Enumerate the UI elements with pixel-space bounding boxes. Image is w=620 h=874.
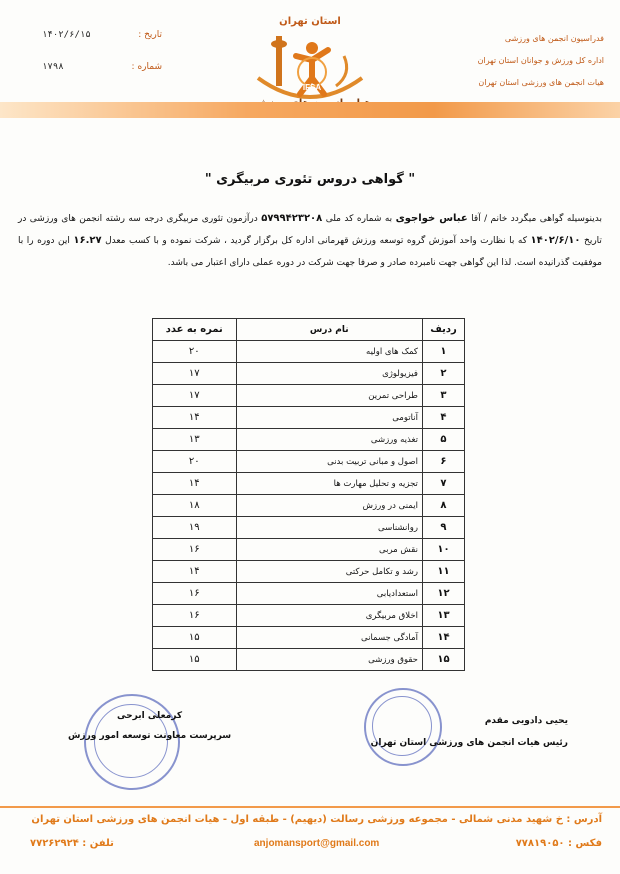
table-row bbox=[153, 561, 465, 583]
course-name: آمادگی جسمانی bbox=[236, 627, 422, 649]
signature-right bbox=[371, 710, 568, 754]
header-organization-lines bbox=[454, 28, 604, 94]
line2-pre: سه رشته انجمن های ورزشی در تاریخ bbox=[18, 214, 602, 246]
course-name: فیزیولوژی bbox=[236, 363, 422, 385]
footer-address: آدرس : خ شهید مدنی شمالی - مجموعه ورزشی رسالت (دیهیم) - طبقه اول - هیات انجمن های ورزشی استان تهران bbox=[31, 814, 602, 825]
row-number: ۴ bbox=[422, 407, 464, 429]
line1-mid: به شماره کد ملی bbox=[325, 214, 393, 224]
row-number: ۶ bbox=[422, 451, 464, 473]
logo-text: IFSA bbox=[302, 83, 322, 92]
date-label: تاریخ : bbox=[138, 30, 162, 40]
course-name: آناتومی bbox=[236, 407, 422, 429]
row-number: ۹ bbox=[422, 517, 464, 539]
org-line-2: اداره کل ورزش و جوانان استان تهران bbox=[477, 56, 604, 65]
course-grade: ۱۴ bbox=[153, 561, 237, 583]
course-name: استعدادیابی bbox=[236, 583, 422, 605]
course-name: روانشناسی bbox=[236, 517, 422, 539]
ifsa-logo bbox=[240, 16, 380, 116]
table-row bbox=[153, 385, 465, 407]
course-name: کمک های اولیه bbox=[236, 341, 422, 363]
average-score: ۱۶.۲۷ bbox=[73, 235, 102, 246]
exam-date: ۱۴۰۲/۶/۱۰ bbox=[530, 235, 581, 246]
table-row bbox=[153, 649, 465, 671]
footer-contacts bbox=[0, 838, 620, 858]
course-grade: ۱۴ bbox=[153, 473, 237, 495]
table-row bbox=[153, 627, 465, 649]
course-grade: ۲۰ bbox=[153, 451, 237, 473]
course-grade: ۱۵ bbox=[153, 649, 237, 671]
number-value: ۱۷۹۸ bbox=[42, 62, 64, 72]
holder-name: عباس خواجوی bbox=[395, 213, 468, 224]
org-line-3: هیات انجمن های ورزشی استان تهران bbox=[478, 78, 604, 87]
certificate-title: " گواهی دروس تئوری مربیگری " bbox=[204, 172, 416, 187]
course-name: اصول و مبانی تربیت بدنی bbox=[236, 451, 422, 473]
line1-post: درآزمون تئوری مربیگری درجه bbox=[144, 214, 258, 224]
org-line-1: فدراسیون انجمن های ورزشی bbox=[504, 34, 604, 43]
row-number: ۱۲ bbox=[422, 583, 464, 605]
course-name: نقش مربی bbox=[236, 539, 422, 561]
signer-right-title: رئیس هیات انجمن های ورزشی استان تهران bbox=[370, 738, 568, 748]
logo-title: استان تهران bbox=[279, 16, 341, 27]
line1-pre: بدینوسیله گواهی میگردد خانم / آقا bbox=[471, 214, 602, 224]
signer-left-title: سرپرست معاونت توسعه امور ورزش bbox=[68, 731, 232, 741]
signer-right-name: یحیی دادویی مقدم bbox=[484, 716, 568, 726]
course-grade: ۱۸ bbox=[153, 495, 237, 517]
table-row bbox=[153, 451, 465, 473]
course-name: اخلاق مربیگری bbox=[236, 605, 422, 627]
course-name: طراحی تمرین bbox=[236, 385, 422, 407]
table-row bbox=[153, 495, 465, 517]
header-course-name: نام درس bbox=[236, 319, 422, 341]
course-grade: ۱۶ bbox=[153, 583, 237, 605]
line4: صادر و صرفا جهت شرکت در دوره عملی دارای اعتبار می باشد. bbox=[167, 258, 407, 268]
certificate-body bbox=[18, 208, 602, 274]
table-row bbox=[153, 407, 465, 429]
number-row bbox=[42, 62, 162, 94]
course-grade: ۱۹ bbox=[153, 517, 237, 539]
header-row-number: ردیف bbox=[422, 319, 464, 341]
table-row bbox=[153, 583, 465, 605]
row-number: ۱۳ bbox=[422, 605, 464, 627]
header-band bbox=[0, 102, 620, 118]
course-name: حقوق ورزشی bbox=[236, 649, 422, 671]
course-grade: ۱۷ bbox=[153, 385, 237, 407]
course-grade: ۱۴ bbox=[153, 407, 237, 429]
row-number: ۲ bbox=[422, 363, 464, 385]
line3-post: این دوره را با موفقیت گذرانیده است. لذا این گواهی جهت نامبرده bbox=[18, 236, 602, 268]
table-row bbox=[153, 341, 465, 363]
signature-left bbox=[68, 706, 231, 746]
signer-left-name: کرمعلی ابرحی bbox=[117, 711, 183, 721]
header-meta bbox=[42, 30, 162, 94]
table-row bbox=[153, 363, 465, 385]
course-grade: ۱۷ bbox=[153, 363, 237, 385]
grades-table bbox=[152, 318, 465, 671]
row-number: ۱ bbox=[422, 341, 464, 363]
footer-divider bbox=[0, 806, 620, 808]
line3-pre: برگزار گردید ، شرکت نموده و با کسب معدل bbox=[105, 236, 278, 246]
row-number: ۱۱ bbox=[422, 561, 464, 583]
course-grade: ۱۳ bbox=[153, 429, 237, 451]
row-number: ۱۰ bbox=[422, 539, 464, 561]
number-label: شماره : bbox=[131, 62, 162, 72]
date-row bbox=[42, 30, 162, 62]
course-name: تغذیه ورزشی bbox=[236, 429, 422, 451]
course-name: ایمنی در ورزش bbox=[236, 495, 422, 517]
line2-post: که با نظارت واحد آموزش گروه توسعه ورزش قهرمانی اداره کل bbox=[281, 236, 527, 246]
row-number: ۸ bbox=[422, 495, 464, 517]
table-row bbox=[153, 539, 465, 561]
national-code: ۵۷۹۹۴۲۳۲۰۸ bbox=[261, 213, 323, 224]
course-grade: ۱۶ bbox=[153, 605, 237, 627]
row-number: ۵ bbox=[422, 429, 464, 451]
table-row bbox=[153, 429, 465, 451]
date-value: ۱۴۰۲/۶/۱۵ bbox=[42, 30, 91, 40]
course-name: رشد و تکامل حرکتی bbox=[236, 561, 422, 583]
footer-email[interactable]: anjomansport@gmail.com bbox=[254, 838, 380, 849]
table-row bbox=[153, 605, 465, 627]
row-number: ۳ bbox=[422, 385, 464, 407]
course-grade: ۲۰ bbox=[153, 341, 237, 363]
course-grade: ۱۶ bbox=[153, 539, 237, 561]
table-header-row bbox=[153, 319, 465, 341]
table-row bbox=[153, 517, 465, 539]
header-grade: نمره به عدد bbox=[153, 319, 237, 341]
course-grade: ۱۵ bbox=[153, 627, 237, 649]
row-number: ۱۴ bbox=[422, 627, 464, 649]
row-number: ۱۵ bbox=[422, 649, 464, 671]
row-number: ۷ bbox=[422, 473, 464, 495]
footer-fax: فکس : ۷۷۸۱۹۰۵۰ bbox=[515, 838, 602, 849]
footer-phone: تلفن : ۷۷۲۶۲۹۲۴ bbox=[30, 838, 114, 849]
course-name: تجزیه و تحلیل مهارت ها bbox=[236, 473, 422, 495]
table-row bbox=[153, 473, 465, 495]
